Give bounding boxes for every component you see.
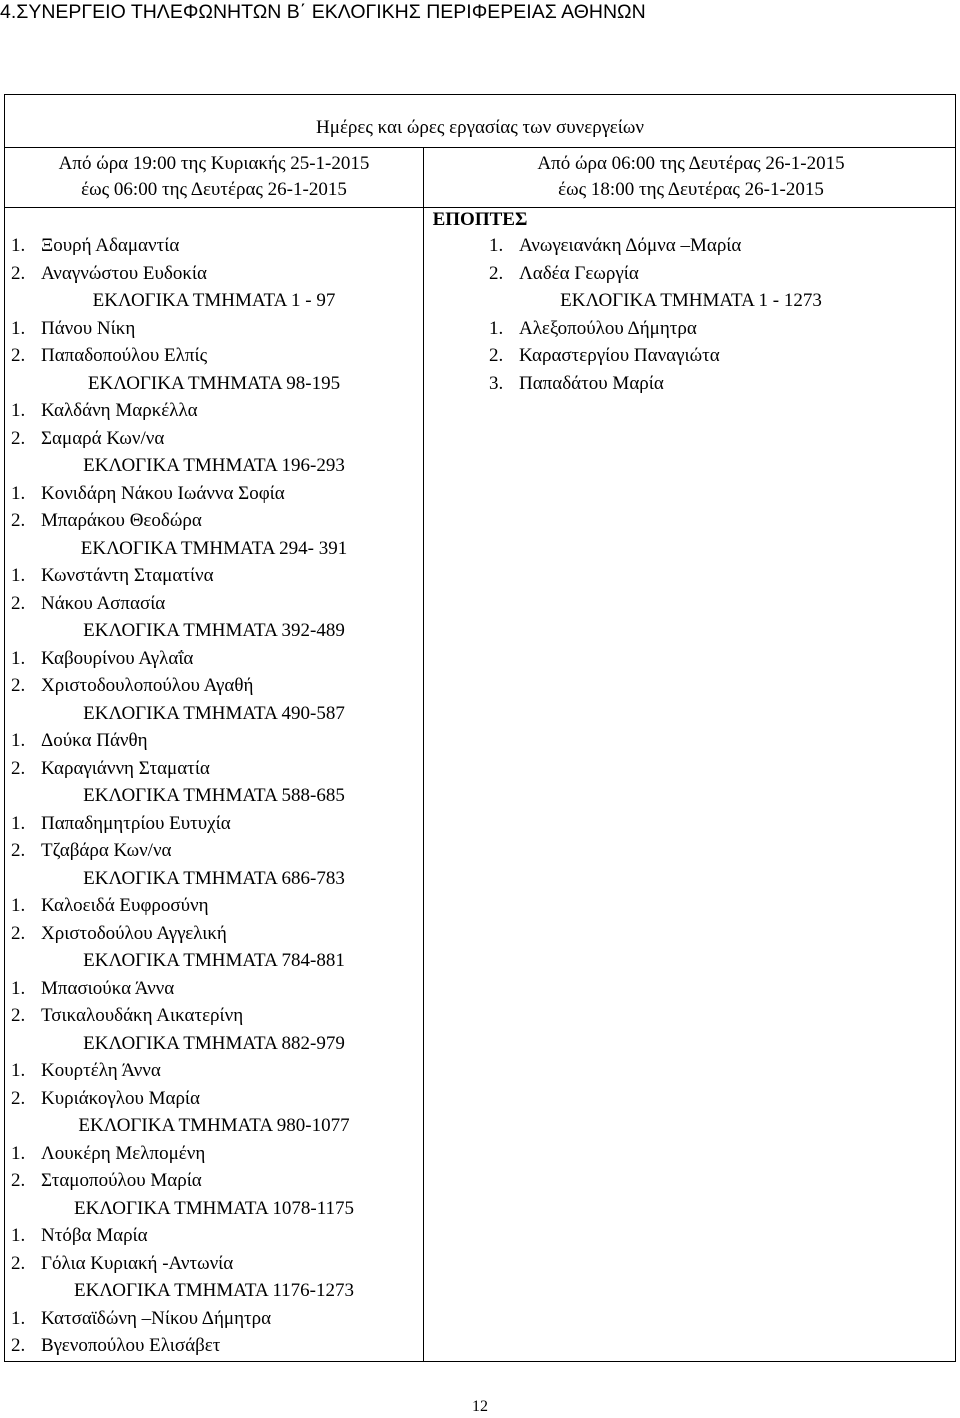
list-item-name: Τσικαλουδάκη Αικατερίνη	[41, 1005, 244, 1026]
list-item-number: 1.	[489, 235, 504, 256]
list-item-name: Βγενοπούλου Ελισάβετ	[41, 1335, 221, 1356]
list-item	[11, 976, 174, 1002]
list-item-number: 2.	[11, 427, 26, 449]
list-item	[11, 921, 227, 947]
list-item-name: Καραστεργίου Παναγιώτα	[519, 345, 720, 366]
section-title: ΕΚΛΟΓΙΚΑ ΤΜΗΜΑΤΑ 784-881	[83, 950, 345, 971]
list-item	[11, 343, 207, 369]
list-item-number: 2.	[11, 1170, 26, 1191]
list-item	[11, 1223, 148, 1249]
list-item-name: Καλοειδά Ευφροσύνη	[41, 895, 209, 916]
table-header: Ημέρες και ώρες εργασίας των συνεργείων	[316, 117, 644, 138]
list-item	[11, 1306, 271, 1332]
section-title: ΕΚΛΟΓΙΚΑ ΤΜΗΜΑΤΑ 882-979	[83, 1032, 345, 1054]
list-item-name: Καραγιάννη Σταματία	[41, 757, 210, 779]
list-item-number: 2.	[11, 1087, 26, 1109]
list-item-name: Μπαράκου Θεοδώρα	[41, 510, 202, 531]
column-divider	[423, 207, 424, 1362]
section-title: ΕΚΛΟΓΙΚΑ ΤΜΗΜΑΤΑ 686-783	[83, 867, 345, 889]
list-item-number: 3.	[489, 372, 504, 394]
list-item-name: Νάκου Ασπασία	[41, 592, 166, 614]
list-item-name: Πάνου Νίκη	[41, 317, 136, 339]
list-item-name: Ανωγειανάκη Δόμνα –Μαρία	[519, 235, 742, 256]
list-item-number: 2.	[11, 922, 26, 944]
list-item	[489, 371, 664, 397]
list-item-number: 1.	[11, 1060, 26, 1081]
list-item-number: 1.	[11, 1142, 26, 1164]
section-title: ΕΚΛΟΓΙΚΑ ΤΜΗΜΑΤΑ 1 - 97	[92, 290, 336, 311]
list-item-number: 1.	[11, 400, 26, 421]
list-item-name: Γόλια Κυριακή -Αντωνία	[41, 1252, 234, 1274]
section-title: ΕΚΛΟΓΙΚΑ ΤΜΗΜΑΤΑ 588-685	[83, 785, 345, 806]
section-title: ΕΚΛΟΓΙΚΑ ΤΜΗΜΑΤΑ 294- 391	[80, 537, 348, 559]
list-item	[11, 398, 198, 424]
list-item-number: 1.	[11, 235, 26, 256]
section-title: ΕΚΛΟΓΙΚΑ ΤΜΗΜΑΤΑ 392-489	[83, 620, 345, 641]
list-item	[11, 1333, 220, 1359]
list-item	[11, 481, 285, 507]
list-item-name: Κατσαϊδώνη –Νίκου Δήμητρα	[41, 1307, 272, 1329]
list-item-number: 2.	[489, 345, 504, 366]
list-item	[11, 893, 209, 919]
list-item	[11, 838, 172, 864]
supervisor-item	[489, 233, 741, 259]
list-item-number: 1.	[11, 1307, 26, 1329]
right-section-title: ΕΚΛΟΓΙΚΑ ΤΜΗΜΑΤΑ 1 - 1273	[560, 290, 822, 311]
list-item-number: 2.	[11, 1252, 26, 1274]
list-item-number: 2.	[11, 262, 26, 284]
list-item-number: 2.	[11, 592, 26, 614]
list-item-number: 1.	[11, 317, 26, 339]
list-item-name: Τζαβάρα Κων/να	[41, 840, 172, 861]
list-item-name: Ντόβα Μαρία	[41, 1225, 148, 1246]
left-shift-line-1: Από ώρα 19:00 της Κυριακής 25-1-2015	[58, 153, 370, 174]
list-item-name: Μπασιούκα Άννα	[41, 977, 175, 999]
list-item	[11, 233, 179, 259]
list-item-name: Αναγνώστου Ευδοκία	[41, 262, 207, 284]
list-item-name: Ξουρή Αδαμαντία	[41, 235, 180, 256]
header-divider	[5, 147, 955, 148]
section-title: ΕΚΛΟΓΙΚΑ ΤΜΗΜΑΤΑ 98-195	[87, 372, 341, 394]
list-item-number: 1.	[11, 895, 26, 916]
list-item	[11, 1168, 202, 1194]
list-item-number: 2.	[11, 757, 26, 779]
list-item-name: Λουκέρη Μελπομένη	[41, 1142, 206, 1164]
list-item-name: Δούκα Πάνθη	[41, 730, 148, 751]
list-item-number: 2.	[11, 840, 26, 861]
list-item	[11, 1086, 200, 1112]
list-item	[11, 1003, 243, 1029]
section-title: ΕΚΛΟΓΙΚΑ ΤΜΗΜΑΤΑ 1176-1273	[73, 1280, 355, 1301]
list-item	[11, 591, 165, 617]
list-item	[11, 563, 214, 589]
list-item-number: 1.	[11, 812, 26, 834]
list-item-number: 1.	[11, 482, 26, 504]
list-item	[11, 1141, 205, 1167]
list-item-name: Καλδάνη Μαρκέλλα	[41, 400, 198, 421]
list-item	[11, 1251, 233, 1277]
right-shift-line-1: Από ώρα 06:00 της Δευτέρας 26-1-2015	[537, 153, 845, 174]
section-title: ΕΚΛΟΓΙΚΑ ΤΜΗΜΑΤΑ 1078-1175	[73, 1197, 355, 1219]
list-item	[11, 316, 135, 342]
section-title: ΕΚΛΟΓΙΚΑ ΤΜΗΜΑΤΑ 980-1077	[78, 1115, 350, 1136]
list-item-name: Κουρτέλη Άννα	[41, 1060, 161, 1081]
list-item	[11, 811, 231, 837]
list-item-number: 2.	[11, 675, 26, 696]
list-item-name: Σταμοπούλου Μαρία	[41, 1170, 202, 1191]
list-item-name: Σαμαρά Κων/να	[41, 427, 165, 449]
list-item-name: Λαδέα Γεωργία	[519, 262, 639, 284]
schedule-table	[4, 94, 956, 1362]
list-item	[11, 756, 210, 782]
list-item-name: Χριστοδούλου Αγγελική	[41, 922, 227, 944]
left-shift-line-2: έως 06:00 της Δευτέρας 26-1-2015	[81, 179, 347, 200]
list-item-name: Κωνστάντη Σταματίνα	[41, 565, 214, 586]
list-item-number: 1.	[11, 730, 26, 751]
list-item-number: 2.	[11, 345, 26, 366]
column-divider-top	[423, 147, 424, 207]
list-item-number: 2.	[11, 1005, 26, 1026]
list-item	[489, 343, 720, 369]
list-item-name: Αλεξοπούλου Δήμητρα	[519, 317, 697, 339]
list-item-number: 2.	[489, 262, 504, 284]
right-shift-line-2: έως 18:00 της Δευτέρας 26-1-2015	[558, 179, 824, 200]
list-item	[11, 728, 148, 754]
list-item	[11, 1058, 161, 1084]
list-item-number: 1.	[11, 565, 26, 586]
list-item-name: Χριστοδουλοπούλου Αγαθή	[41, 675, 254, 696]
list-item	[489, 316, 697, 342]
page-title: 4.ΣΥΝΕΡΓΕΙΟ ΤΗΛΕΦΩΝΗΤΩΝ Β΄ ΕΚΛΟΓΙΚΗΣ ΠΕΡΙΦΕΡΕΙΑΣ ΑΘΗΝΩΝ	[0, 1, 646, 23]
list-item-name: Καβουρίνου Αγλαΐα	[41, 647, 194, 669]
list-item-name: Παπαδημητρίου Ευτυχία	[41, 812, 231, 834]
list-item	[11, 646, 193, 672]
list-item-name: Παπαδάτου Μαρία	[519, 372, 664, 394]
list-item	[11, 261, 207, 287]
page-number: 12	[472, 1398, 488, 1415]
list-item-name: Παπαδοπούλου Ελπίς	[41, 345, 208, 366]
list-item-number: 2.	[11, 1335, 26, 1356]
list-item-number: 1.	[11, 977, 26, 999]
supervisors-heading: ΕΠΟΠΤΕΣ	[432, 209, 528, 230]
list-item	[11, 508, 202, 534]
list-item	[11, 426, 164, 452]
list-item-number: 2.	[11, 510, 26, 531]
list-item-number: 1.	[11, 1225, 26, 1246]
section-title: ΕΚΛΟΓΙΚΑ ΤΜΗΜΑΤΑ 196-293	[83, 455, 345, 476]
supervisor-item	[489, 261, 639, 287]
list-item-name: Κονιδάρη Νάκου Ιωάννα Σοφία	[41, 482, 285, 504]
list-item-number: 1.	[11, 647, 26, 669]
list-item	[11, 673, 253, 699]
list-item-number: 1.	[489, 317, 504, 339]
section-title: ΕΚΛΟΓΙΚΑ ΤΜΗΜΑΤΑ 490-587	[83, 702, 345, 724]
list-item-name: Κυριάκογλου Μαρία	[41, 1087, 200, 1109]
